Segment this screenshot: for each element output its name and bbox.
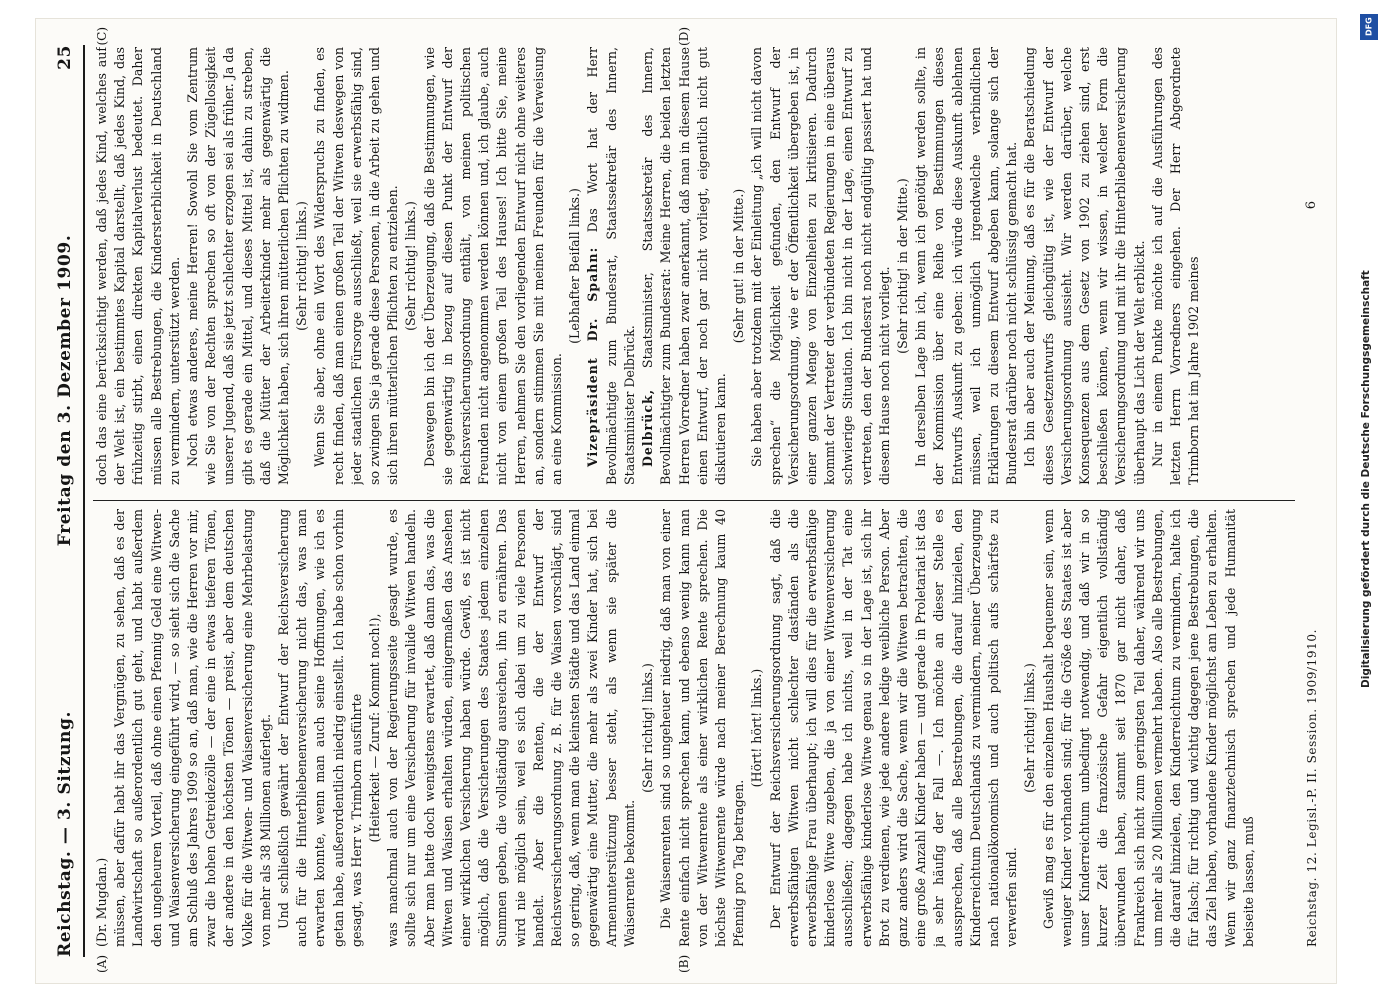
page-footer: Reichstag. 12. Legisl.-P. II. Session. 1909/1910. [1305, 629, 1319, 947]
rotated-page-content [41, 21, 1331, 981]
interjection: (Lebhafter Beifall links.) [567, 188, 583, 344]
paragraph: Deswegen bin ich der Überzeugung, daß die Bestimmungen, wie sie gegenwärtig in bezug auf diesen Punkt der Entwurf der Reichsversicherungsordnung enthält, von meinen politischen Freunden nicht angenommen werden können und, ich glaube, auch nicht von einem großen Teil des Hauses! Ich bitte Sie, meine Herren, nehmen Sie den vorliegenden Entwurf nicht ohne weiteres an, sondern stimmen Sie mit meinen Freunden für die Verweisung an eine Kommission. [421, 47, 565, 485]
document-page [35, 18, 1337, 984]
header-date: Freitag den 3. Dezember 1909. [55, 234, 75, 547]
paragraph [639, 47, 730, 485]
paragraph: Sie haben aber trotzdem mit der Einleitung „ich will nicht davon sprechen“ die Möglichkeit gefunden, den Entwurf der Versicherungsordnung, wie er der Öffentlichkeit übergeben ist, in einer ganzen Menge von Einzelheiten zu kritisieren. Dadurch kommt der Vertreter der verbündeten Regierungen in eine überaus schwierige Situation. Ich bin nicht in der Lage, einen Entwurf zu vertreten, den der Bundesrat noch nicht endgültig passiert hat und diesem Hause noch nicht vorliegt. [749, 47, 892, 485]
margin-mark-d: (D) [677, 27, 691, 46]
interjection: (Sehr richtig! links.) [403, 201, 419, 331]
running-header [51, 45, 79, 957]
margin-mark-a: (A) [95, 954, 109, 973]
speaker-name: Delbrück, [640, 388, 656, 467]
header-rule [83, 45, 85, 957]
dfg-logo-icon: DFG [1360, 14, 1378, 40]
paragraph: doch das eine berücksichtigt werden, daß jedes Kind, welches auf der Welt ist, ein bestimmtes Kapital darstellt, daß jedes Kind, das frühzeitig stirbt, einen direkten Kapitalverlust bedeutet. Daher müssen alle Bestrebungen, die Kindersterblichkeit in Deutschland zu vermindern, unterstützt werden. [94, 47, 182, 485]
interjection: (Heiterkeit — Zuruf: Kommt noch!), [367, 613, 383, 843]
margin-mark-c: (C) [95, 27, 109, 46]
paragraph: Wenn Sie aber, ohne ein Wort des Widerspruchs zu finden, es recht finden, daß man einen großen Teil der Witwen deswegen von jeder staatlichen Fürsorge ausschließt, weil sie erwerbsfähig sind, so zwingen Sie ja gerade diese Personen, in die Arbeit zu gehen und sich ihren mütterlichen Pflichten zu entziehen. [312, 47, 401, 485]
speaker-tag: (Dr. Mugdan.) [94, 857, 109, 947]
margin-mark-b: (B) [677, 954, 691, 973]
speaker-name: Vizepräsident Dr. Spahn: [585, 246, 601, 467]
header-left: Reichstag. — 3. Sitzung. [55, 710, 75, 957]
paragraph-text: Staatsminister, Staatssekretär des Innern, Bevollmächtigter zum Bundesrat: Meine Herren, die beiden letzten Herren Vorredner haben zwar anerkannt, daß man in diesem Hause einen Entwurf, der noch gar nicht vorliegt, eigentlich nicht gut diskutieren kann. [640, 47, 728, 485]
paragraph: Noch etwas anderes, meine Herren! Sowohl Sie vom Zentrum wie Sie von der Rechten sprechen so oft von der Zügellosigkeit unserer Jugend, daß sie jetzt schlechter erzogen sei als früher. Ja da gibt es gerade ein Mittel, und dieses Mittel ist, dahin zu streben, daß die Mütter der Arbeiterkinder mehr als gegenwärtig die Möglichkeit haben, sich ihren mütterlichen Pflichten zu widmen. [185, 47, 292, 485]
digitization-credit [1357, 8, 1383, 998]
paragraph: In derselben Lage bin ich, wenn ich genötigt werden sollte, in der Kommission über eine Reihe von Bestimmungen dieses Entwurfs Auskunft zu geben: ich würde diese Auskunft ablehnen müssen, weil ich unmöglich irgendwelche verbindlichen Erklärungen zu diesem Entwurf abgeben kann, solange sich der Bundesrat darüber noch nicht schlüssig gemacht hat. [913, 47, 1020, 485]
interjection: (Hört! hört! links.) [749, 668, 765, 788]
paragraph: Nur in einem Punkte möchte ich auf die Ausführungen des letzten Herrn Vorredners eingehen. Der Herr Abgeordnete Trimborn hat im Jahre 1902 meines [1149, 47, 1202, 485]
digitization-note: Digitalisierung gefördert durch die Deutsche Forschungsgemeinschaft [1360, 270, 1372, 688]
signature-mark: 6 [1304, 201, 1319, 210]
paragraph: müssen, aber dafür habt ihr das Vergnügen, zu sehen, daß es der Landwirtschaft so außerordentlich gut geht, und habt außerdem den ungeheuren Vorteil, daß ohne einen Pfennig Geld eine Witwen- und Waisenversicherung eingeführt wird, — so sieht sich die Sache am Schluß des Jahres 1909 so an, daß man, wie die Herren vor mir, zwar die hohen Getreidezölle — der eine in etwas tieferen Tönen, der andere in den höchsten Tönen — preist, aber dem deutschen Volke für die Witwen- und Waisenversicherung eine Mehrbelastung von mehr als 38 Millionen auferlegt. [112, 509, 273, 947]
left-column [93, 509, 1295, 947]
interjection: (Sehr richtig! links.) [640, 663, 656, 793]
interjection: (Sehr gut! in der Mitte.) [731, 188, 747, 344]
paragraph: was manchmal auch von der Regierungsseite gesagt wurde, es sollte sich nur um eine Versicherung für invalide Witwen handeln. Aber man hatte doch wenigstens erwartet, daß dann das, was die Witwen und Waisen erhalten würden, einigermaßen das Ansehen einer wirklichen Versicherung haben würde. Gewiß, es ist nicht möglich, daß die Versicherungen des Staates jedem einzelnen Summen geben, die vollständig ausreichen, ihn zu ernähren. Das wird nie möglich sein, weil es sich dabei um zu viele Personen handelt. Aber die Renten, die der Entwurf der Reichsversicherungsordnung z. B. für die Waisen vorschlägt, sind so gering, daß, wenn man die kleinsten Städte und das Land einmal gegenwärtig eine Mutter, die mehr als zwei Kinder hat, sich bei Armenunterstützung besser steht, als wenn sie später die Waisenrente bekommt. [385, 509, 637, 947]
interjection: (Sehr richtig! links.) [294, 201, 310, 331]
paragraph: Ich bin aber auch der Meinung, daß es für die Beratschiedung dieses Gesetzentwurfs gleichgültig ist, wie der Entwurf der Versicherungsordnung aussieht. Wir werden darüber, welche Konsequenzen aus dem Gesetz von 1902 zu ziehen sind, erst beschließen können, wenn wir wissen, in welcher Form die Versicherungsordnung und mit ihr die Hinterbliebenenversicherung überhaupt das Licht der Welt erblickt. [1022, 47, 1147, 485]
paragraph [584, 47, 639, 485]
page-number: 25 [55, 45, 75, 70]
paragraph: Und schließlich gewährt der Entwurf der Reichsversicherung auch für die Hinterbliebenenversicherung nicht das, was man erwarten konnte, wenn man auch seine Hoffnungen, wie ich es getan habe, außerordentlich niedrig einstellt. Ich habe schon vorhin gesagt, was Herr v. Trimborn ausführte [276, 509, 364, 947]
right-column [93, 47, 1295, 485]
paragraph: Der Entwurf der Reichsversicherungsordnung sagt, daß die erwerbsfähigen Witwen nicht schlechter daständen als die erwerbsfähige Frau überhaupt; ich will dies für die erwerbsfähige kinderlose Witwe zugeben, die ja von einer Witwenversicherung ausschließen; dagegen habe ich nichts, weil in der Tat eine erwerbsfähige kinderlose Witwe genau so in der Lage ist, sich ihr Brot zu verdienen, wie jede andere ledige weibliche Person. Aber ganz anders wird die Sache, wenn wir die Witwen betrachten, die eine große Anzahl Kinder haben — und gerade in Proletariat ist das ja sehr häufig der Fall —. Ich möchte an dieser Stelle es aussprechen, daß alle Bestrebungen, die darauf hinzielen, den Kinderreichtum Deutschlands zu vermindern, meiner Überzeugung nach nationalökonomisch und auch politisch aufs schärfste zu verwerfen sind. [767, 509, 1020, 947]
interjection: (Sehr richtig! links.) [1022, 663, 1038, 793]
paragraph: Die Waisenrenten sind so ungeheuer niedrig, daß man von einer Rente einfach nicht sprechen kann, und ebenso wenig kann man von der Witwenrente als einer wirklichen Rente sprechen. Die höchste Witwenrente würde nach meiner Berechnung kaum 40 Pfennig pro Tag betragen. [658, 509, 747, 947]
column-divider [93, 500, 1295, 501]
paragraph-text: Das Wort hat der Herr Bevollmächtigte zum Bundesrat, Staatssekretär des Innern, Staatsminister Delbrück. [585, 47, 637, 485]
interjection: (Sehr richtig! in der Mitte.) [894, 178, 910, 354]
paragraph: Gewiß mag es für den einzelnen Haushalt bequemer sein, wenn weniger Kinder vorhanden sind; für die Größe des Staates ist aber unser Kinderreichtum unbedingt notwendig, und daß wir in so kurzer Zeit die französische Gefahr eigentlich vollständig überwunden haben, stammt seit 1870 gar nicht daher, daß Frankreich sich nicht zum geringsten Teil daher, während wir uns um mehr als 20 Millionen vermehrt haben. Also alle Bestrebungen, die darauf hinzielen, den Kinderreichtum zu vermindern, halte ich für falsch; für richtig und wichtig dagegen jene Bestrebungen, die das Ziel haben, vorhandene Kinder möglichst am Leben zu erhalten. Wenn wir ganz finanztechnisch sprechen und jede Humanität beiseite lassen, muß [1040, 509, 1256, 947]
